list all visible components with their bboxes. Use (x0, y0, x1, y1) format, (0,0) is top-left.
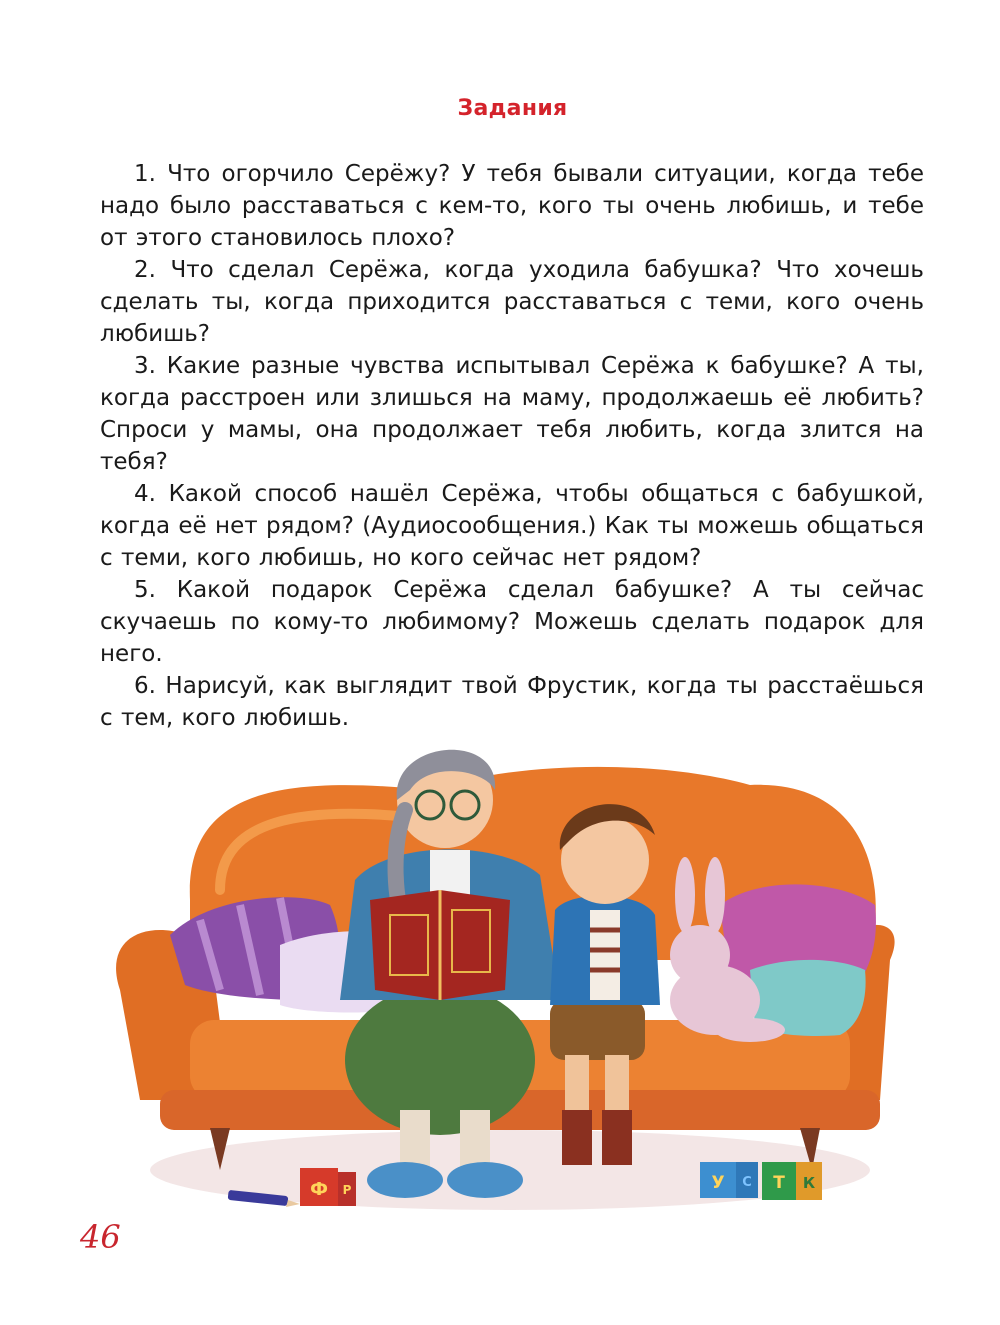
grandmother-shoe-right (447, 1162, 523, 1198)
tasks-list (100, 158, 924, 734)
bunny-leg (715, 1018, 785, 1042)
block-left-side-letter: Р (342, 1183, 352, 1197)
block-u-letter: У (711, 1173, 725, 1193)
block-s-letter: С (742, 1175, 752, 1190)
grandmother-and-boy-illustration (100, 700, 900, 1240)
grandmother-skirt (345, 985, 535, 1135)
boy-sock-right (602, 1110, 632, 1165)
block-k-letter: К (802, 1174, 816, 1192)
boy-sock-left (562, 1110, 592, 1165)
bunny-ear-right (705, 857, 725, 933)
page-number: 46 (80, 1218, 121, 1256)
boy-shorts (550, 1000, 645, 1060)
task-4: 4. Какой способ нашёл Серёжа, чтобы общаться с бабушкой, когда её нет рядом? (Аудиосообщения.) Как ты можешь общаться с теми, кого любишь, но кого сейчас нет рядом? (100, 481, 924, 571)
bunny-head (670, 925, 730, 985)
task-6: 6. Нарисуй, как выглядит твой Фрустик, когда ты расстаёшься с тем, кого любишь. (100, 673, 924, 731)
grandmother-leg-right (460, 1110, 490, 1170)
task-3: 3. Какие разные чувства испытывал Серёжа к бабушке? А ты, когда расстроен или злишься на маму, продолжаешь её любить? Спроси у мамы, она продолжает тебя любить, когда злится на тебя? (100, 353, 924, 475)
task-5: 5. Какой подарок Серёжа сделал бабушке? А ты сейчас скучаешь по кому-то любимому? Можешь сделать подарок для него. (100, 577, 924, 667)
bunny-ear-left (675, 857, 695, 933)
task-2: 2. Что сделал Серёжа, когда уходила бабушка? Что хочешь сделать ты, когда приходится расставаться с теми, кого очень любишь? (100, 257, 924, 347)
block-t-letter: Т (773, 1173, 785, 1193)
block-left-letter: Ф (310, 1179, 328, 1200)
block-left (300, 1168, 356, 1206)
boy-tshirt (590, 910, 620, 1000)
grandmother-shoe-left (367, 1162, 443, 1198)
tasks-heading: Задания (457, 96, 568, 121)
task-1: 1. Что огорчило Серёжу? У тебя бывали ситуации, когда тебе надо было расставаться с кем-то, кого ты очень любишь, и тебе от этого становилось плохо? (100, 161, 924, 251)
grandmother-leg-left (400, 1110, 430, 1170)
